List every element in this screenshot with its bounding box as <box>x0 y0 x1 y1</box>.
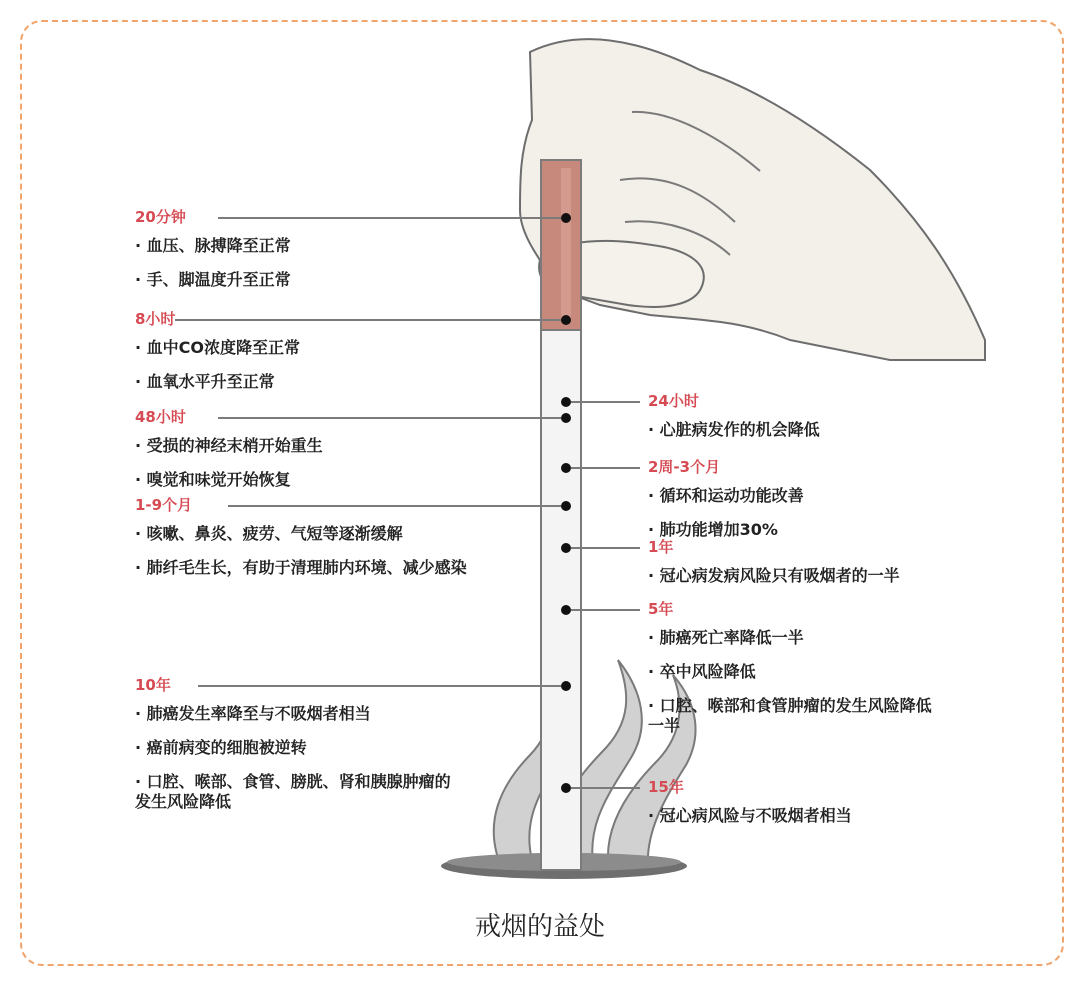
timeline-item: · 肺癌死亡率降低一半 <box>648 628 804 647</box>
timeline-entry-1year <box>648 538 938 586</box>
timeline-time: 15年 <box>648 778 684 796</box>
timeline-dot-2w3m <box>561 463 571 473</box>
timeline-entry-15years <box>648 778 948 826</box>
timeline-time: 10年 <box>135 676 171 694</box>
timeline-item: · 循环和运动功能改善 <box>648 486 804 505</box>
timeline-item: · 血氧水平升至正常 <box>135 372 275 391</box>
timeline-entry-24h <box>648 392 948 440</box>
timeline-item: · 受损的神经末梢开始重生 <box>135 436 323 455</box>
caption: 戒烟的益处 <box>474 912 605 942</box>
timeline-dot-8h <box>561 315 571 325</box>
timeline-item: · 嗅觉和味觉开始恢复 <box>135 470 291 489</box>
timeline-item: · 心脏病发作的机会降低 <box>648 420 820 439</box>
timeline-dot-20min <box>561 213 571 223</box>
timeline-dot-1y <box>561 543 571 553</box>
timeline-entry-5years <box>648 600 938 736</box>
timeline-dot-1-9m <box>561 501 571 511</box>
timeline-item: · 口腔、喉部、食管、膀胱、肾和胰腺肿瘤的发生风险降低 <box>135 772 451 811</box>
timeline-item: · 肺功能增加30% <box>648 520 778 539</box>
timeline-dot-5y <box>561 605 571 615</box>
timeline-item: · 血压、脉搏降至正常 <box>135 236 291 255</box>
timeline-dot-24h <box>561 397 571 407</box>
timeline-item: · 癌前病变的细胞被逆转 <box>135 738 307 757</box>
hand-shape <box>520 39 985 360</box>
timeline-dot-10y <box>561 681 571 691</box>
timeline-item: · 卒中风险降低 <box>648 662 756 681</box>
timeline-time: 1年 <box>648 538 674 556</box>
timeline-time: 20分钟 <box>135 208 186 226</box>
timeline-item: · 冠心病发病风险只有吸烟者的一半 <box>648 566 900 585</box>
timeline-dot-48h <box>561 413 571 423</box>
timeline-time: 5年 <box>648 600 674 618</box>
timeline-item: · 冠心病风险与不吸烟者相当 <box>648 806 852 825</box>
timeline-time: 1-9个月 <box>135 496 193 514</box>
timeline-item: · 肺癌发生率降至与不吸烟者相当 <box>135 704 371 723</box>
timeline-entry-10years <box>135 676 465 812</box>
timeline-entry-1-9months <box>135 496 495 578</box>
timeline-item: · 口腔、喉部和食管肿瘤的发生风险降低一半 <box>648 696 932 735</box>
timeline-item: · 手、脚温度升至正常 <box>135 270 291 289</box>
timeline-dot-15y <box>561 783 571 793</box>
timeline-time: 8小时 <box>135 310 176 328</box>
timeline-item: · 血中CO浓度降至正常 <box>135 338 300 357</box>
timeline-entry-48h <box>135 408 515 490</box>
timeline-entry-20min <box>135 208 515 290</box>
timeline-time: 2周-3个月 <box>648 458 721 476</box>
timeline-entry-8h <box>135 310 515 392</box>
timeline-entry-2weeks-3months <box>648 458 948 540</box>
cigarette-filter-highlight <box>561 168 571 318</box>
timeline-time: 24小时 <box>648 392 699 410</box>
timeline-item: · 肺纤毛生长，有助于清理肺内环境、减少感染 <box>135 558 467 577</box>
timeline-time: 48小时 <box>135 408 186 426</box>
timeline-item: · 咳嗽、鼻炎、疲劳、气短等逐渐缓解 <box>135 524 403 543</box>
